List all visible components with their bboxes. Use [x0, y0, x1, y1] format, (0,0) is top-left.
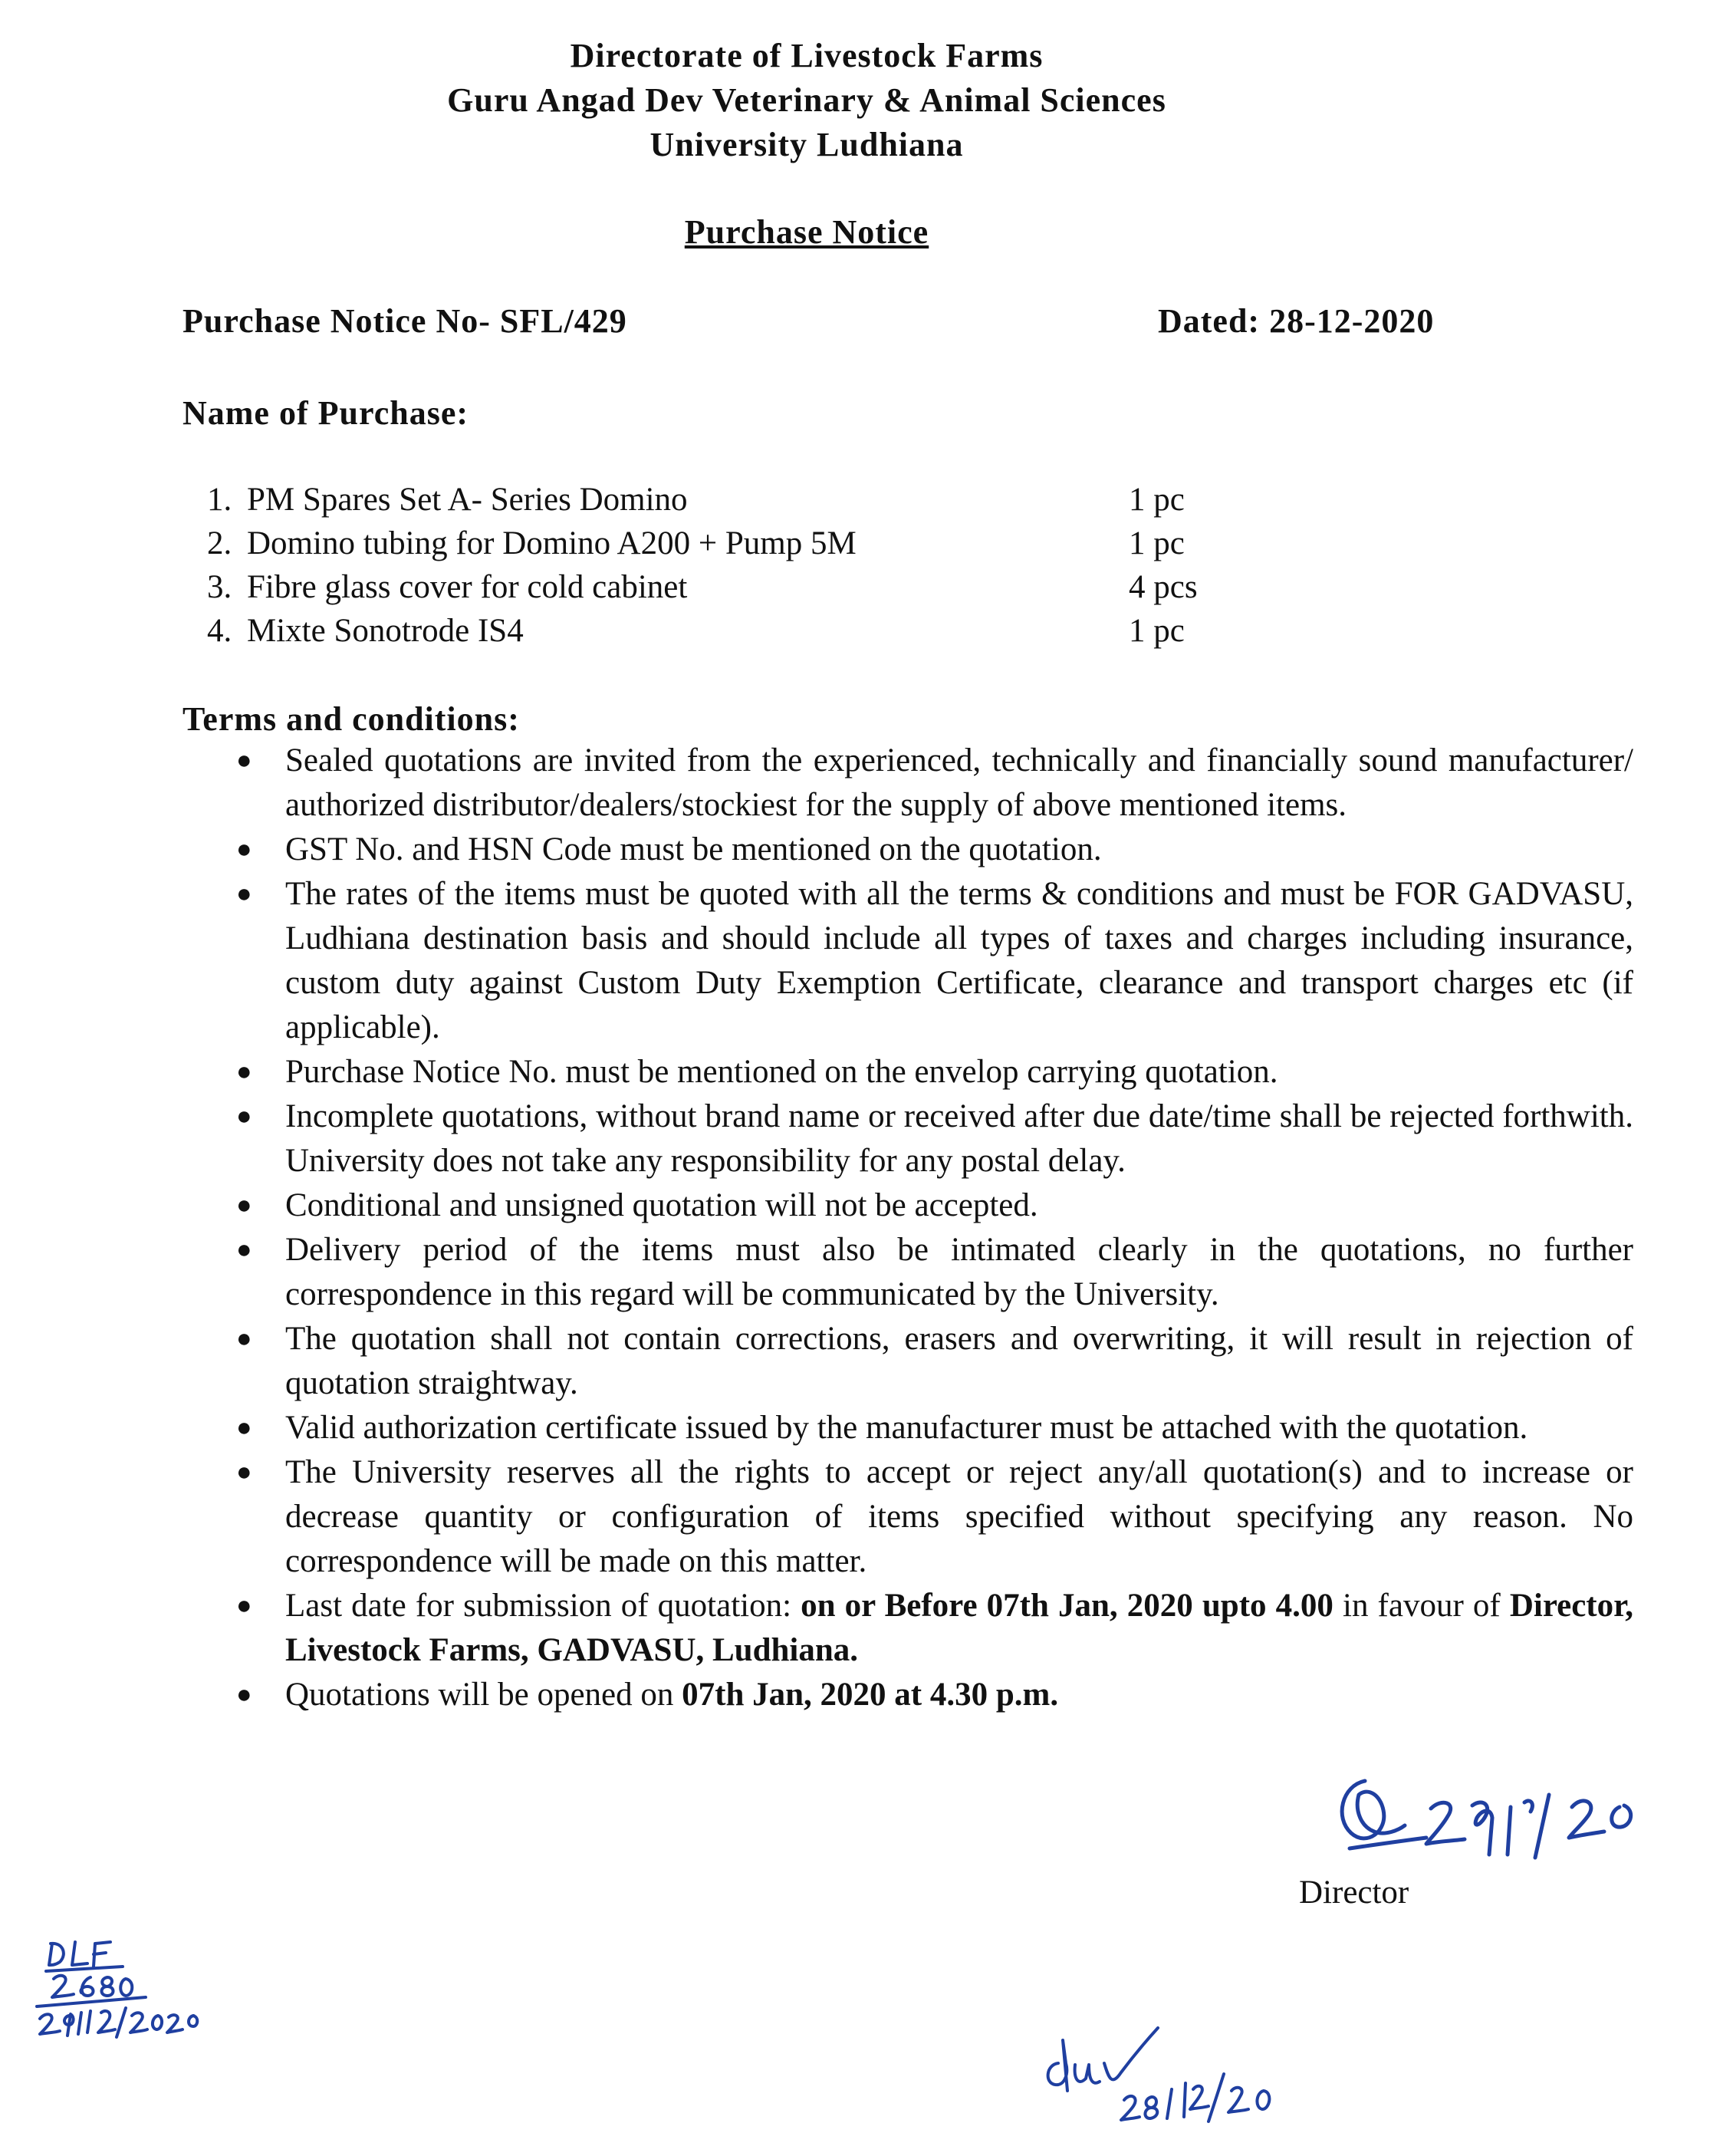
bullet-icon: ●: [236, 1458, 252, 1486]
term-item: [230, 1183, 1633, 1228]
item-number: 4.: [207, 613, 232, 649]
purchase-heading: Name of Purchase:: [183, 394, 469, 432]
letterhead: [0, 34, 1613, 167]
term-text: The University reserves all the rights to accept or reject any/all quotation(s) and to increase or decrease quantity or configuration of items specified without specifying any reason. No correspondence will be made on this matter.: [285, 1454, 1633, 1579]
item-name: PM Spares Set A- Series Domino: [247, 482, 688, 518]
item-number: 2.: [207, 525, 232, 561]
bullet-icon: ●: [236, 1102, 252, 1131]
term-item: [230, 1450, 1633, 1584]
term-item: [230, 872, 1633, 1050]
directorate-name: Directorate of Livestock Farms: [570, 37, 1044, 74]
bullet-icon: ●: [236, 746, 252, 775]
term-item: [230, 1673, 1633, 1717]
dlf-receipt-note: [31, 1933, 230, 2048]
notice-date: Dated: 28-12-2020: [1158, 302, 1435, 340]
terms-heading: Terms and conditions:: [183, 700, 520, 738]
term-text: Last date for submission of quotation:: [285, 1588, 801, 1624]
purchase-items-list: [207, 478, 1281, 653]
term-text: Quotations will be opened on: [285, 1677, 682, 1713]
notice-title-block: [0, 212, 1613, 252]
term-text: The quotation shall not contain corrections, erasers and overwriting, it will result in rejection of quotation straightway.: [285, 1321, 1633, 1401]
item-quantity: 1 pc: [1129, 525, 1185, 561]
term-text: Delivery period of the items must also be intimated clearly in the quotations, no further correspondence in this regard will be communicated by the University.: [285, 1232, 1633, 1312]
term-text: in favour of: [1333, 1588, 1510, 1624]
term-item: [230, 828, 1633, 872]
university-city: University Ludhiana: [649, 126, 964, 163]
item-name: Mixte Sonotrode IS4: [247, 613, 524, 649]
item-quantity: 1 pc: [1129, 613, 1185, 649]
bullet-icon: ●: [236, 1058, 252, 1086]
item-number: 1.: [207, 482, 232, 518]
term-item: [230, 1317, 1633, 1406]
term-item: [230, 1584, 1633, 1673]
term-text: Sealed quotations are invited from the experienced, technically and financially sound manufacturer/ authorized distributor/dealers/stockiest for the supply of above mentioned items.: [285, 742, 1633, 823]
list-item: [207, 522, 1281, 565]
bullet-icon: ●: [236, 1414, 252, 1442]
bullet-icon: ●: [236, 1191, 252, 1220]
term-item: [230, 1050, 1633, 1094]
bullet-icon: ●: [236, 1325, 252, 1353]
term-text: Conditional and unsigned quotation will not be accepted.: [285, 1187, 1038, 1223]
term-text: The rates of the items must be quoted with all the terms & conditions and must be FOR GADVASU, Ludhiana destination basis and should include all types of taxes and charges including insurance, custom duty against Custom Duty Exemption Certificate, clearance and transport charges etc (if applicable).: [285, 876, 1633, 1045]
director-signature: [1319, 1764, 1672, 1887]
notice-title: Purchase Notice: [684, 213, 929, 251]
bullet-icon: ●: [236, 880, 252, 908]
item-name: Fibre glass cover for cold cabinet: [247, 569, 688, 605]
bullet-icon: ●: [236, 1591, 252, 1620]
term-text: Valid authorization certificate issued by the manufacturer must be attached with the quotation.: [285, 1410, 1528, 1446]
bullet-icon: ●: [236, 1236, 252, 1264]
list-item: [207, 609, 1281, 653]
university-name: Guru Angad Dev Veterinary & Animal Sciences: [447, 81, 1166, 119]
director-label: Director: [1299, 1875, 1409, 1911]
term-text: Incomplete quotations, without brand name or received after due date/time shall be rejected forthwith. University does not take any responsibility for any postal delay.: [285, 1098, 1633, 1179]
term-item: [230, 1094, 1633, 1183]
initials-signature: [1035, 2017, 1311, 2148]
list-item: [207, 565, 1281, 609]
last-date: on or Before 07th Jan, 2020 upto 4.00: [801, 1588, 1333, 1624]
term-item: [230, 739, 1633, 828]
bullet-icon: ●: [236, 835, 252, 864]
term-item: [230, 1406, 1633, 1450]
item-number: 3.: [207, 569, 232, 605]
notice-number: Purchase Notice No- SFL/429: [183, 302, 627, 340]
item-quantity: 4 pcs: [1129, 569, 1198, 605]
opening-date: 07th Jan, 2020 at 4.30 p.m.: [682, 1677, 1059, 1713]
item-name: Domino tubing for Domino A200 + Pump 5M: [247, 525, 857, 561]
terms-list: [230, 739, 1633, 1717]
term-text: GST No. and HSN Code must be mentioned on the quotation.: [285, 831, 1102, 867]
payee-name: Director, Livestock Farms, GADVASU, Ludhiana.: [285, 1588, 1633, 1668]
term-text: Purchase Notice No. must be mentioned on the envelop carrying quotation.: [285, 1054, 1278, 1090]
term-item: [230, 1228, 1633, 1317]
list-item: [207, 478, 1281, 522]
item-quantity: 1 pc: [1129, 482, 1185, 518]
bullet-icon: ●: [236, 1680, 252, 1709]
